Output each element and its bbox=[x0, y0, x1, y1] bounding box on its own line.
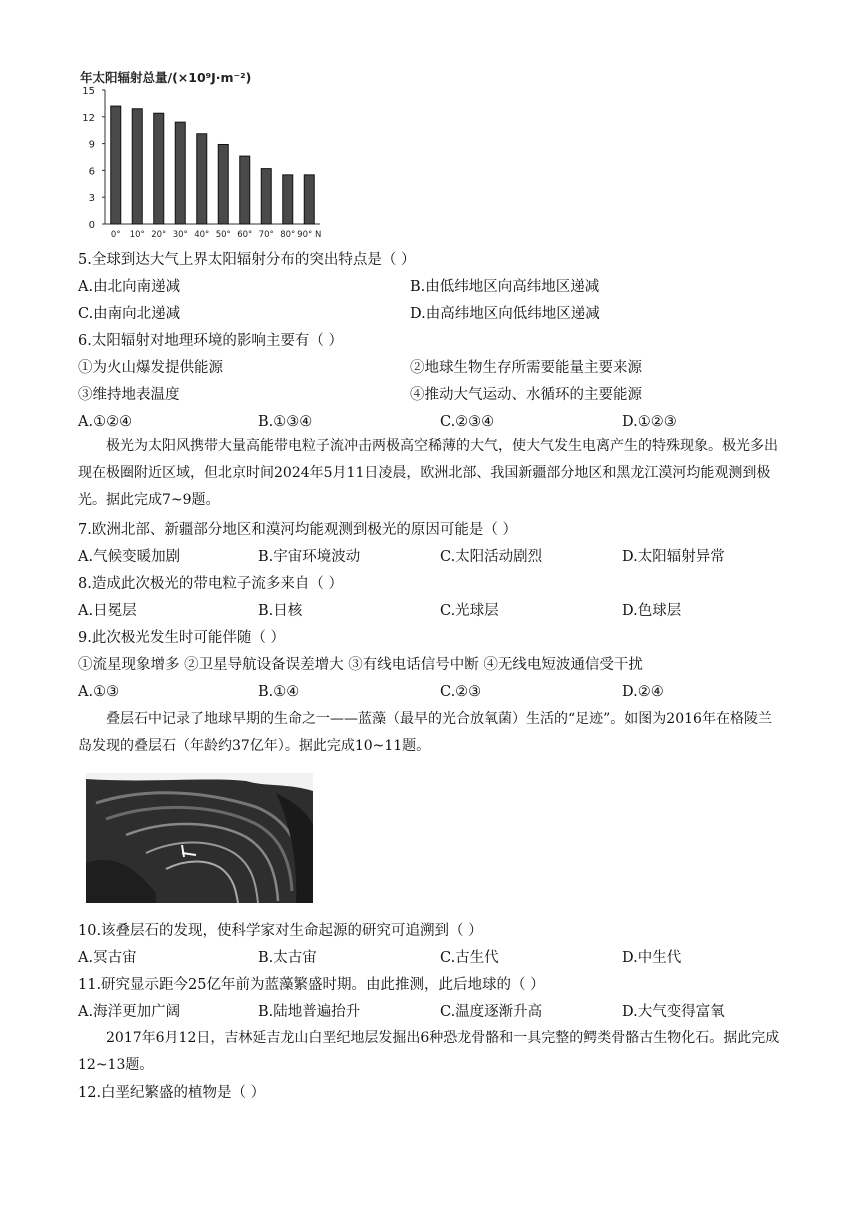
q5-option-c: C.由南向北递减 bbox=[78, 306, 181, 322]
q11-option-c: C.温度逐渐升高 bbox=[440, 1004, 543, 1020]
q6-statement-3: ③维持地表温度 bbox=[78, 387, 180, 403]
passage-aurora: 极光为太阳风携带大量高能带电粒子流冲击两极高空稀薄的大气，使大气发生电离产生的特殊现象。极光多出现在极圈附近区域，但北京时间2024年5月11日凌晨，欧洲北部、我国新疆部分地区和黑龙江漠河均能观测到极光。据此完成7~9题。 bbox=[78, 438, 778, 508]
q5-option-a: A.由北向南递减 bbox=[78, 279, 181, 295]
x-tick-label: 60° bbox=[237, 230, 253, 240]
q9-option-b: B.①④ bbox=[258, 684, 300, 700]
q6-stem: 6.太阳辐射对地理环境的影响主要有（ ） bbox=[78, 333, 343, 349]
q6-statement-2: ②地球生物生存所需要能量主要来源 bbox=[410, 360, 642, 376]
q6-statement-4: ④推动大气运动、水循环的主要能源 bbox=[410, 387, 642, 403]
bar-7 bbox=[261, 169, 271, 224]
stromatolite-photo bbox=[86, 773, 313, 903]
q10-stem: 10.该叠层石的发现，使科学家对生命起源的研究可追溯到（ ） bbox=[78, 923, 483, 939]
q7-option-a: A.气候变暖加剧 bbox=[78, 549, 181, 565]
bar-1 bbox=[132, 109, 142, 224]
q7-option-c: C.太阳活动剧烈 bbox=[440, 549, 543, 565]
y-tick-label: 6 bbox=[88, 166, 95, 178]
x-tick-label: 70° bbox=[258, 230, 274, 240]
q6-option-a: A.①②④ bbox=[78, 414, 133, 430]
q10-option-c: C.古生代 bbox=[440, 950, 499, 966]
bar-5 bbox=[218, 144, 228, 224]
x-axis-labels bbox=[111, 230, 321, 240]
q5-option-d: D.由高纬地区向低纬地区递减 bbox=[410, 306, 600, 322]
x-tick-label: 50° bbox=[215, 230, 231, 240]
q8-stem: 8.造成此次极光的带电粒子流多来自（ ） bbox=[78, 576, 343, 592]
passage-dinosaur: 2017年6月12日，吉林延吉龙山白垩纪地层发掘出6种恐龙骨骼和一具完整的鳄类骨骼古生物化石。据此完成12~13题。 bbox=[78, 1030, 780, 1073]
q10-option-d: D.中生代 bbox=[622, 950, 682, 966]
solar-radiation-bar-chart bbox=[66, 66, 336, 246]
bar-3 bbox=[175, 122, 185, 224]
q12-stem: 12.白垩纪繁盛的植物是（ ） bbox=[78, 1085, 266, 1101]
x-tick-label: 80° bbox=[280, 230, 296, 240]
q11-option-d: D.大气变得富氧 bbox=[622, 1004, 725, 1020]
q9-option-d: D.②④ bbox=[622, 684, 664, 700]
q9-option-c: C.②③ bbox=[440, 684, 482, 700]
passage-stromatolite: 叠层石中记录了地球早期的生命之一——蓝藻（最早的光合放氧菌）生活的“足迹”。如图为2016年在格陵兰岛发现的叠层石（年龄约37亿年）。据此完成10~11题。 bbox=[78, 711, 772, 754]
q10-option-a: A.冥古宙 bbox=[78, 950, 137, 966]
q7-stem: 7.欧洲北部、新疆部分地区和漠河均能观测到极光的原因可能是（ ） bbox=[78, 522, 517, 538]
y-tick-label: 0 bbox=[88, 220, 95, 231]
bar-4 bbox=[197, 134, 207, 224]
chart-title: 年太阳辐射总量/(×10⁹J·m⁻²) bbox=[80, 70, 252, 85]
chart-bars bbox=[111, 106, 315, 224]
x-tick-label: 90° N bbox=[297, 230, 322, 240]
q7-option-d: D.太阳辐射异常 bbox=[622, 549, 725, 565]
bar-0 bbox=[111, 106, 121, 224]
y-tick-label: 3 bbox=[88, 193, 95, 205]
q10-option-b: B.太古宙 bbox=[258, 950, 317, 966]
q6-option-d: D.①②③ bbox=[622, 414, 677, 430]
bar-6 bbox=[240, 156, 250, 224]
q9-stem: 9.此次极光发生时可能伴随（ ） bbox=[78, 630, 285, 646]
bar-2 bbox=[154, 113, 164, 224]
y-tick-label: 12 bbox=[82, 112, 95, 124]
y-tick-label: 15 bbox=[82, 86, 95, 97]
q7-option-b: B.宇宙环境波动 bbox=[258, 549, 361, 565]
q8-option-c: C.光球层 bbox=[440, 603, 499, 619]
y-axis-ticks bbox=[82, 86, 105, 231]
y-tick-label: 9 bbox=[88, 139, 95, 151]
q8-option-d: D.色球层 bbox=[622, 603, 682, 619]
x-tick-label: 40° bbox=[194, 230, 210, 240]
q9-statements: ①流星现象增多 ②卫星导航设备误差增大 ③有线电话信号中断 ④无线电短波通信受干扰 bbox=[78, 657, 643, 673]
q11-stem: 11.研究显示距今25亿年前为蓝藻繁盛时期。由此推测，此后地球的（ ） bbox=[78, 977, 545, 993]
q5-option-b: B.由低纬地区向高纬地区递减 bbox=[410, 279, 600, 295]
x-tick-label: 10° bbox=[129, 230, 145, 240]
q9-option-a: A.①③ bbox=[78, 684, 120, 700]
q11-option-a: A.海洋更加广阔 bbox=[78, 1004, 181, 1020]
bar-8 bbox=[283, 175, 293, 224]
q8-option-a: A.日冕层 bbox=[78, 603, 137, 619]
q5-stem: 5.全球到达大气上界太阳辐射分布的突出特点是（ ） bbox=[78, 252, 416, 268]
x-tick-label: 30° bbox=[172, 230, 188, 240]
q11-option-b: B.陆地普遍抬升 bbox=[258, 1004, 361, 1020]
x-tick-label: 0° bbox=[110, 230, 121, 240]
q8-option-b: B.日核 bbox=[258, 603, 303, 619]
bar-9 bbox=[304, 175, 314, 224]
q6-option-b: B.①③④ bbox=[258, 414, 313, 430]
q6-statement-1: ①为火山爆发提供能源 bbox=[78, 360, 223, 376]
x-tick-label: 20° bbox=[151, 230, 167, 240]
q6-option-c: C.②③④ bbox=[440, 414, 495, 430]
